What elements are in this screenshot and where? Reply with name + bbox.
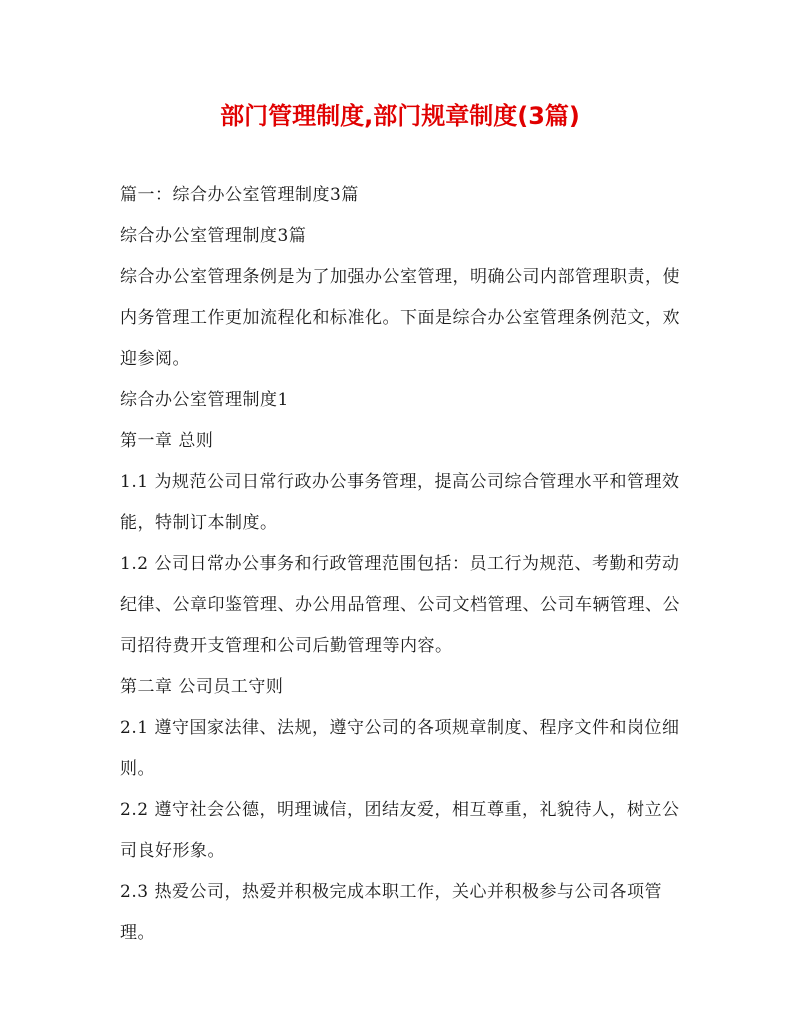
paragraph-clause-2-3: 2.3 热爱公司，热爱并积极完成本职工作，关心并积极参与公司各项管理。 — [120, 882, 662, 943]
paragraph-subtitle: 综合办公室管理制度3篇 — [120, 226, 307, 246]
paragraph-clause-2-2: 2.2 遵守社会公德，明理诚信，团结友爱，相互尊重，礼貌待人，树立公司良好形象。 — [120, 800, 680, 861]
document-body — [120, 175, 690, 954]
paragraph-clause-2-1: 2.1 遵守国家法律、法规，遵守公司的各项规章制度、程序文件和岗位细则。 — [120, 718, 680, 779]
paragraph-chapter-2: 第二章 公司员工守则 — [120, 677, 284, 697]
paragraph-chapter-1: 第一章 总则 — [120, 431, 214, 451]
paragraph-part-heading: 篇一：综合办公室管理制度3篇 — [120, 185, 359, 205]
paragraph-clause-1-2: 1.2 公司日常办公事务和行政管理范围包括：员工行为规范、考勤和劳动纪律、公章印鉴管理、办公用品管理、公司文档管理、公司车辆管理、公司招待费开支管理和公司后勤管理等内容。 — [120, 554, 680, 656]
document-title: 部门管理制度,部门规章制度(3篇) — [220, 102, 580, 130]
paragraph-clause-1-1: 1.1 为规范公司日常行政办公事务管理，提高公司综合管理水平和管理效能，特制订本制度。 — [120, 472, 680, 533]
paragraph-regulation-title: 综合办公室管理制度1 — [120, 390, 289, 410]
paragraph-intro: 综合办公室管理条例是为了加强办公室管理，明确公司内部管理职责，使内务管理工作更加流程化和标准化。下面是综合办公室管理条例范文，欢迎参阅。 — [120, 267, 680, 369]
